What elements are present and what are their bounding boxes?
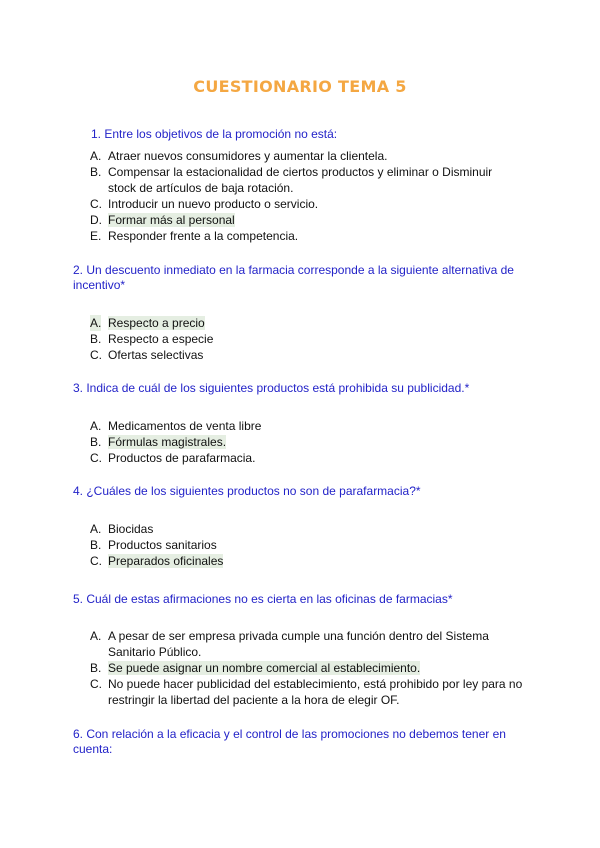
question-5-options: [90, 628, 535, 708]
question-6: 6. Con relación a la eficacia y el control de las promociones no debemos tener en cuenta:: [73, 727, 506, 756]
question-4-options: [90, 521, 535, 569]
option-1d: D. Formar más al personal: [90, 213, 235, 227]
highlighted-answer: Se puede asignar un nombre comercial al establecimiento.: [108, 661, 421, 675]
option-3b: B. Fórmulas magistrales.: [90, 435, 227, 449]
option-3c: C. Productos de parafarmacia.: [90, 451, 256, 465]
question-3: 3. Indica de cuál de los siguientes productos está prohibida su publicidad.*: [73, 381, 470, 395]
option-1c: C. Introducir un nuevo producto o servicio.: [90, 197, 319, 211]
option-2b: B. Respecto a especie: [90, 332, 214, 346]
highlighted-answer: Formar más al personal: [108, 213, 235, 227]
question-4: 4. ¿Cuáles de los siguientes productos no son de parafarmacia?*: [73, 484, 421, 498]
highlighted-answer: Respecto a precio: [108, 316, 205, 330]
question-5: 5. Cuál de estas afirmaciones no es cierta en las oficinas de farmacias*: [73, 592, 453, 606]
option-4c: C. Preparados oficinales: [90, 554, 224, 568]
question-1: 1. Entre los objetivos de la promoción no está:: [91, 127, 338, 141]
question-3-options: [90, 418, 535, 466]
option-5b: B. Se puede asignar un nombre comercial al establecimiento.: [90, 661, 421, 675]
question-2-options: [90, 315, 535, 363]
question-2: 2. Un descuento inmediato en la farmacia corresponde a la siguiente alternativa de incentivo*: [73, 263, 514, 292]
option-2a: A. Respecto a precio: [90, 316, 205, 330]
option-5c: C. No puede hacer publicidad del establecimiento, está prohibido por ley para no restringir la libertad del paciente a la hora de elegir OF.: [90, 677, 523, 707]
option-4b: B. Productos sanitarios: [90, 538, 217, 552]
highlighted-answer: Fórmulas magistrales.: [108, 435, 227, 449]
option-1b: B. Compensar la estacionalidad de ciertos productos y eliminar o Disminuir stock de artículos de baja rotación.: [90, 165, 493, 195]
option-2c: C. Ofertas selectivas: [90, 348, 204, 362]
option-3a: A. Medicamentos de venta libre: [90, 419, 262, 433]
question-1-options: [90, 148, 535, 244]
highlighted-answer: Preparados oficinales: [108, 554, 224, 568]
option-5a: A. A pesar de ser empresa privada cumple una función dentro del Sistema Sanitario Público.: [90, 629, 489, 659]
document-title: CUESTIONARIO TEMA 5: [193, 77, 407, 96]
option-1e: E. Responder frente a la competencia.: [90, 229, 299, 243]
option-1a: A. Atraer nuevos consumidores y aumentar la clientela.: [90, 149, 388, 163]
option-4a: A. Biocidas: [90, 522, 154, 536]
